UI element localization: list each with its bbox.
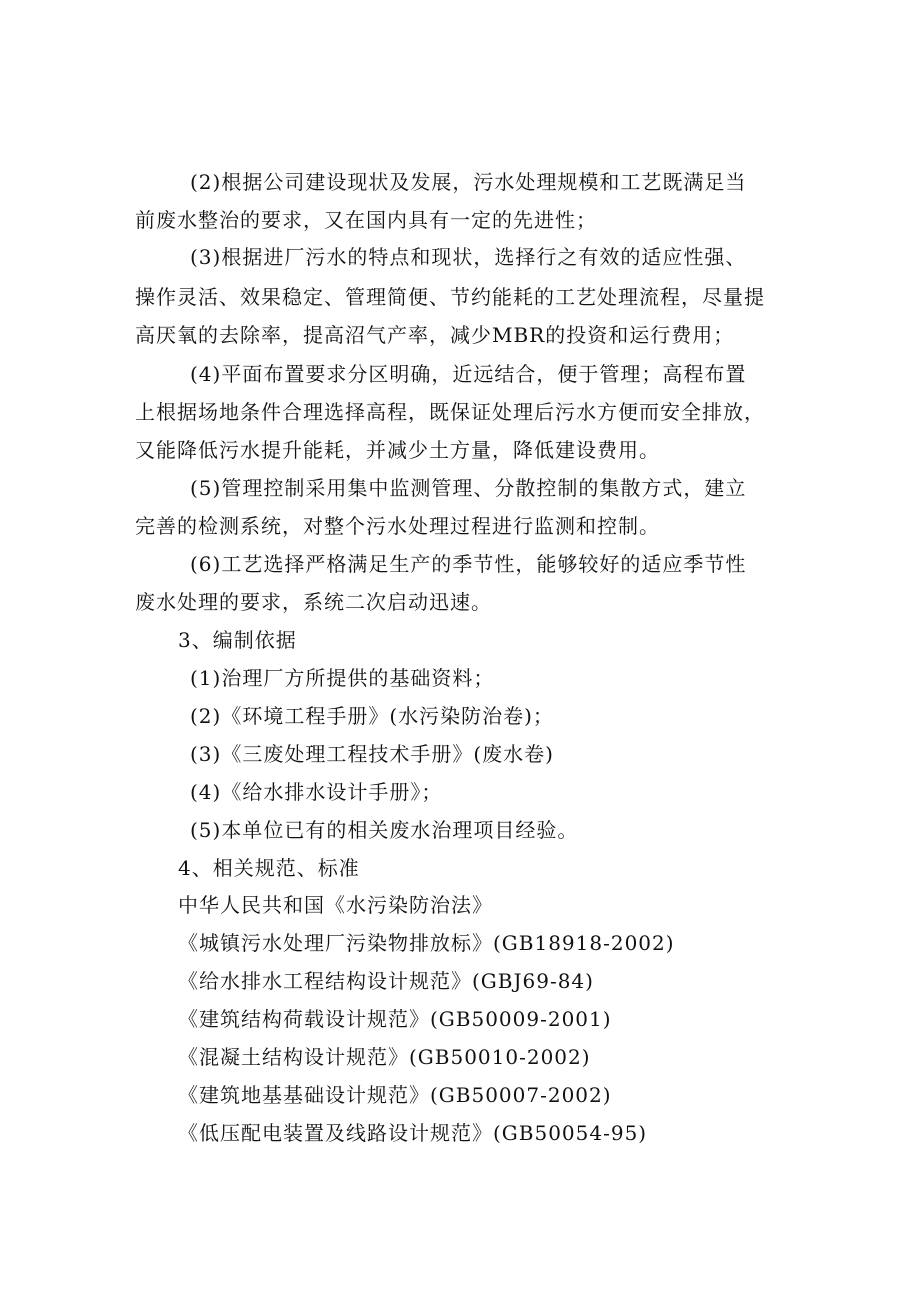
paragraph-line: 完善的检测系统，对整个污水处理过程进行监测和控制。 bbox=[135, 514, 660, 538]
paragraph-line: (2)根据公司建设现状及发展，污水处理规模和工艺既满足当 bbox=[190, 170, 747, 194]
list-item: (5)本单位已有的相关废水治理项目经验。 bbox=[190, 818, 579, 842]
list-item: 《给水排水工程结构设计规范》(GBJ69-84) bbox=[178, 969, 594, 993]
list-item: 《混凝土结构设计规范》(GB50010-2002) bbox=[178, 1045, 591, 1069]
section-heading: 4、相关规范、标准 bbox=[178, 856, 360, 880]
paragraph-line: (4)平面布置要求分区明确，近远结合，便于管理；高程布置 bbox=[190, 362, 747, 386]
list-item: 《建筑地基基础设计规范》(GB50007-2002) bbox=[178, 1083, 612, 1107]
section-heading: 3、编制依据 bbox=[178, 628, 297, 652]
list-item: (3)《三废处理工程技术手册》(废水卷) bbox=[190, 742, 554, 766]
list-item: (1)治理厂方所提供的基础资料； bbox=[190, 666, 495, 690]
paragraph-line: (3)根据进厂污水的特点和现状，选择行之有效的适应性强、 bbox=[190, 245, 747, 269]
paragraph-line: (5)管理控制采用集中监测管理、分散控制的集散方式，建立 bbox=[190, 476, 747, 500]
list-item: (2)《环境工程手册》(水污染防治卷)； bbox=[190, 704, 554, 728]
paragraph-line: 废水处理的要求，系统二次启动迅速。 bbox=[135, 590, 492, 614]
paragraph-line: 又能降低污水提升能耗，并减少土方量，降低建设费用。 bbox=[135, 438, 660, 462]
paragraph-line: 上根据场地条件合理选择高程，既保证处理后污水方便而安全排放， bbox=[135, 400, 765, 424]
list-item: 《低压配电装置及线路设计规范》(GB50054-95) bbox=[178, 1121, 648, 1145]
paragraph-line: (6)工艺选择严格满足生产的季节性，能够较好的适应季节性 bbox=[190, 552, 747, 576]
list-item: 《建筑结构荷载设计规范》(GB50009-2001) bbox=[178, 1007, 612, 1031]
list-item: (4)《给水排水设计手册》； bbox=[190, 780, 443, 804]
list-item: 中华人民共和国《水污染防治法》 bbox=[178, 893, 493, 917]
list-item: 《城镇污水处理厂污染物排放标》(GB18918-2002) bbox=[178, 931, 675, 955]
paragraph-line: 高厌氧的去除率，提高沼气产率，减少MBR的投资和运行费用； bbox=[135, 323, 735, 347]
paragraph-line: 操作灵活、效果稳定、管理简便、节约能耗的工艺处理流程，尽量提 bbox=[135, 285, 765, 309]
paragraph-line: 前废水整治的要求，又在国内具有一定的先进性； bbox=[135, 208, 597, 232]
